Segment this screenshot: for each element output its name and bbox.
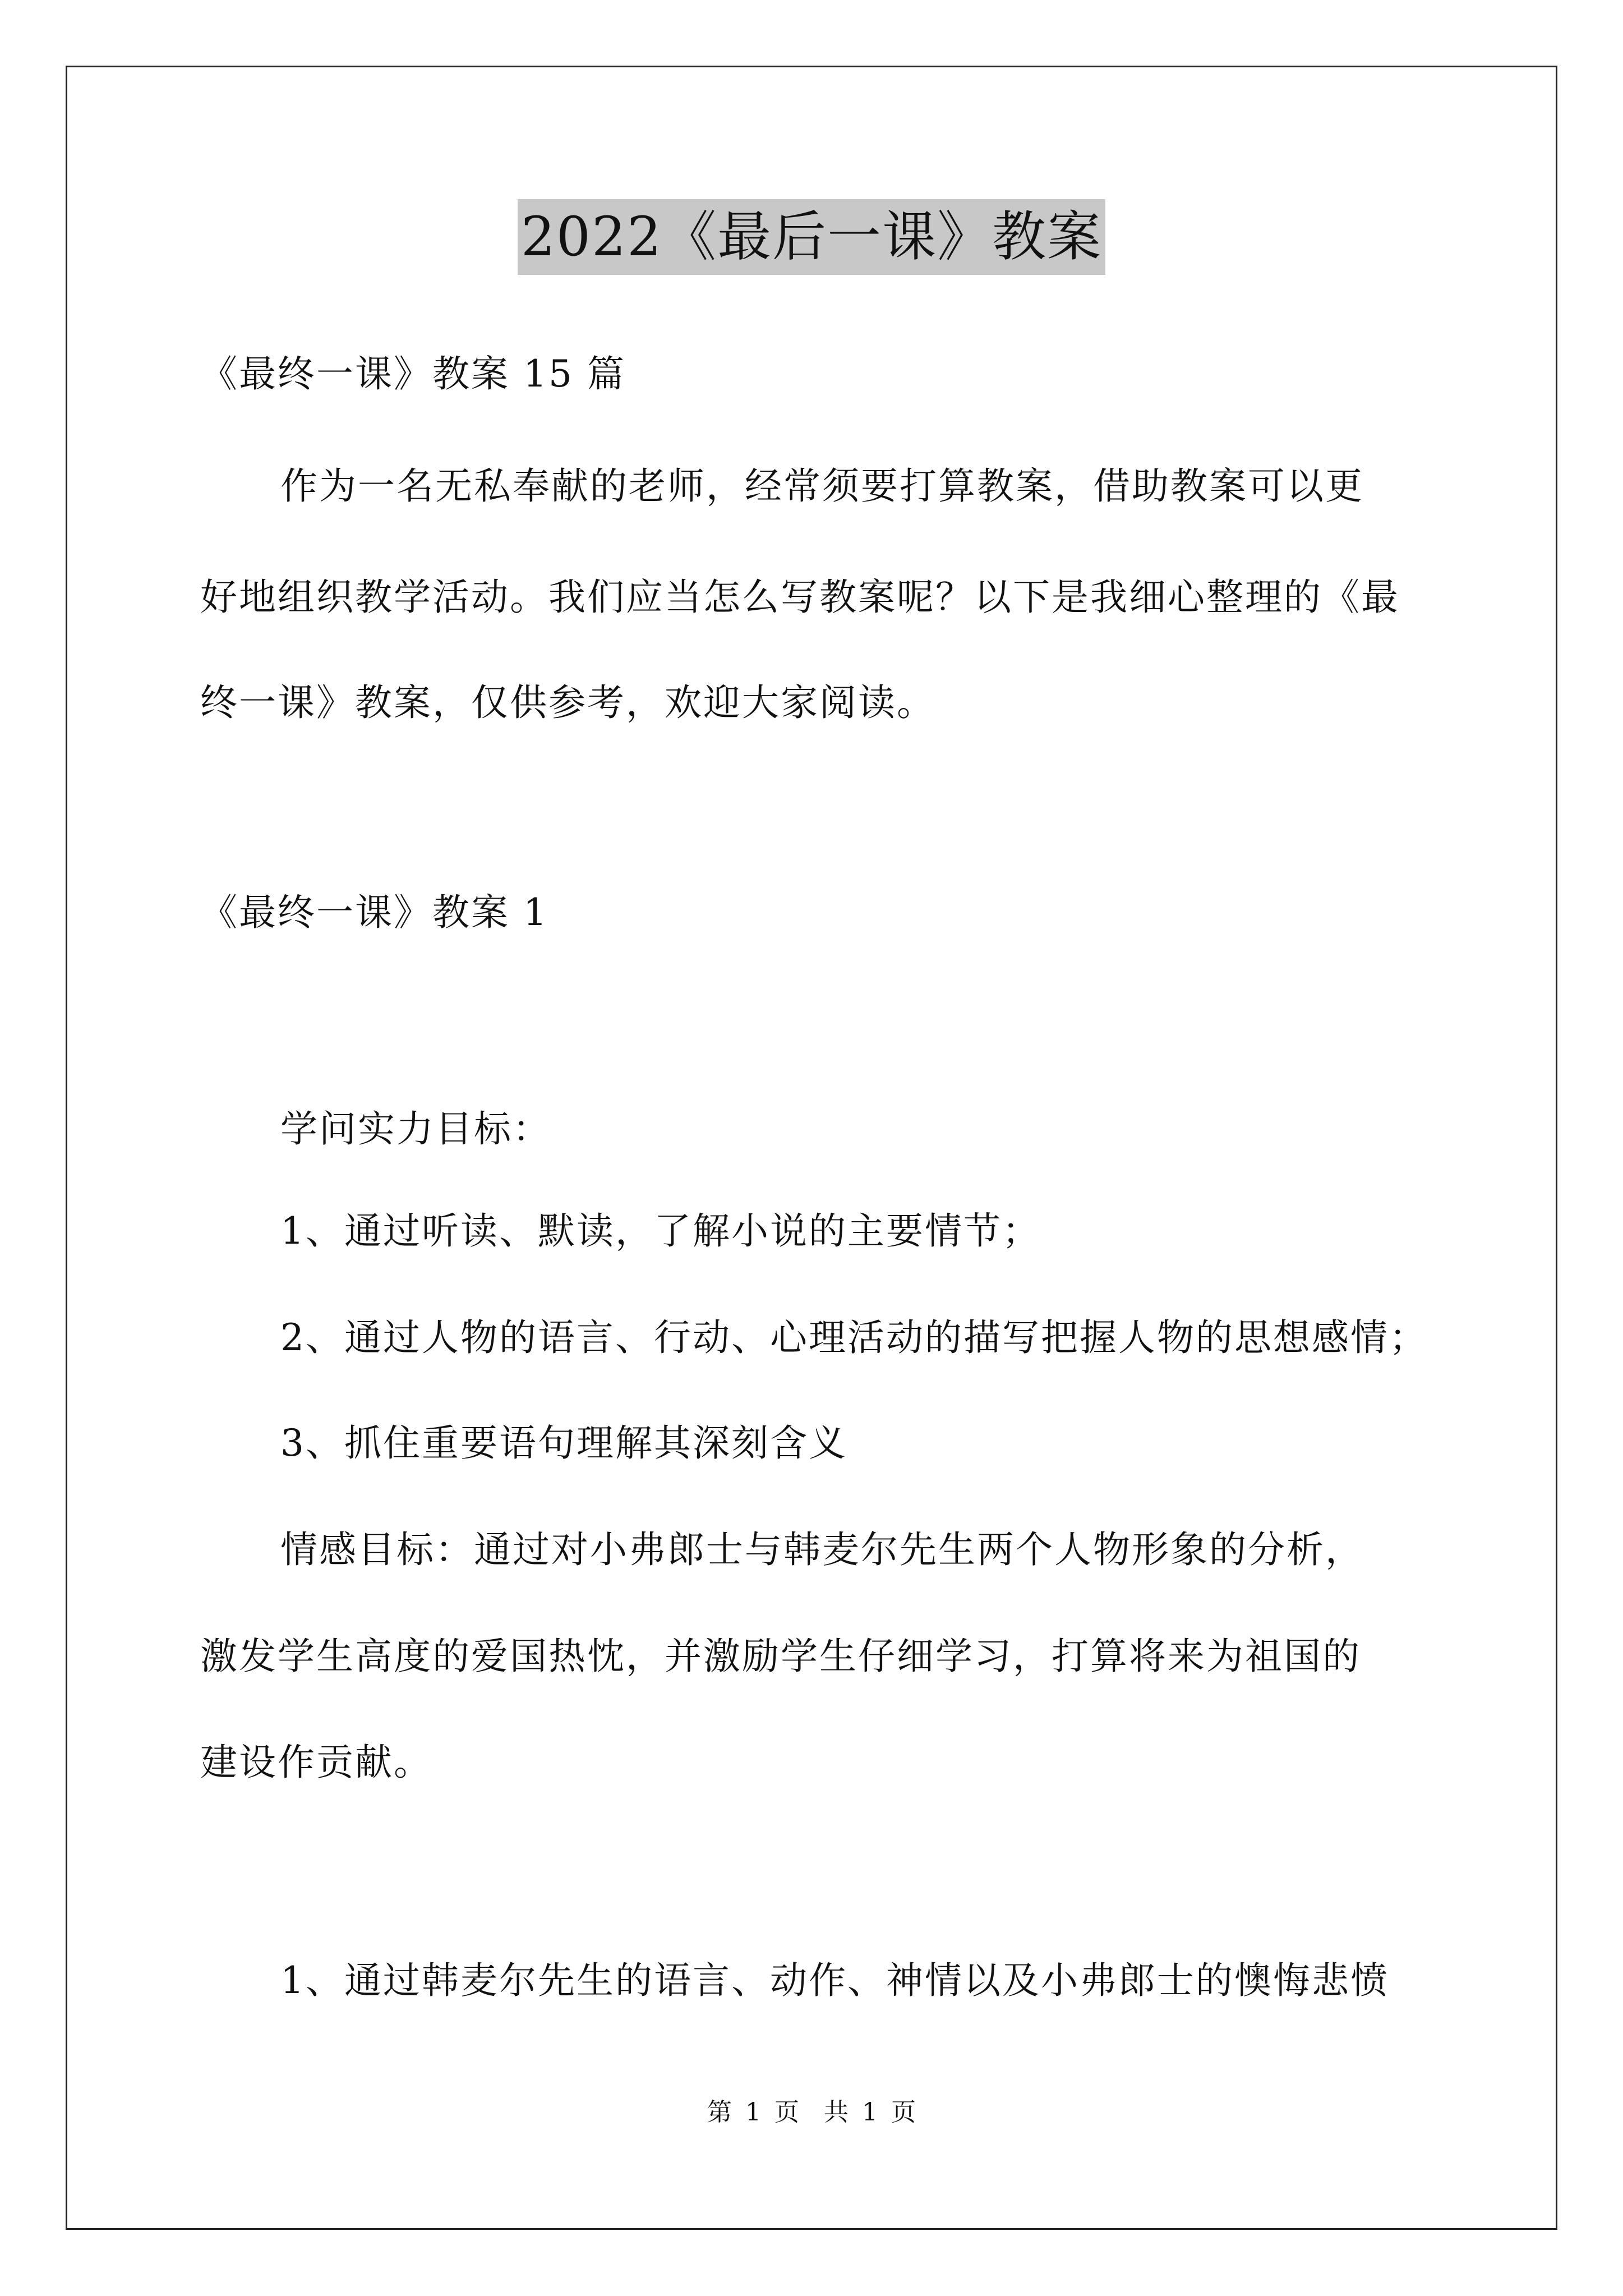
- paragraph-line: 情感目标：通过对小弗郎士与韩麦尔先生两个人物形象的分析，: [280, 1528, 1364, 1571]
- paragraph-line: 作为一名无私奉献的老师，经常须要打算教案，借助教案可以更: [280, 464, 1364, 508]
- paragraph-line: 激发学生高度的爱国热忱，并激励学生仔细学习，打算将来为祖国的: [200, 1635, 1361, 1678]
- subtitle-line: 《最终一课》教案 15 篇: [200, 352, 626, 395]
- title-container: [0, 199, 1623, 275]
- paragraph-line: 学问实力目标：: [280, 1107, 551, 1151]
- paragraph-line: 好地组织教学活动。我们应当怎么写教案呢？以下是我细心整理的《最: [200, 576, 1400, 619]
- list-item: 1、通过听读、默读，了解小说的主要情节；: [280, 1209, 1041, 1253]
- list-item: 3、抓住重要语句理解其深刻含义: [280, 1421, 847, 1465]
- page-footer: 第 1 页 共 1 页: [707, 2098, 916, 2127]
- document-title: 2022《最后一课》教案: [518, 199, 1105, 275]
- section-heading: 《最终一课》教案 1: [200, 891, 548, 934]
- paragraph-line: 建设作贡献。: [200, 1741, 432, 1784]
- list-item: 1、通过韩麦尔先生的语言、动作、神情以及小弗郎士的懊悔悲愤: [280, 1959, 1389, 2002]
- list-item: 2、通过人物的语言、行动、心理活动的描写把握人物的思想感情；: [280, 1316, 1428, 1359]
- paragraph-line: 终一课》教案，仅供参考，欢迎大家阅读。: [200, 681, 935, 724]
